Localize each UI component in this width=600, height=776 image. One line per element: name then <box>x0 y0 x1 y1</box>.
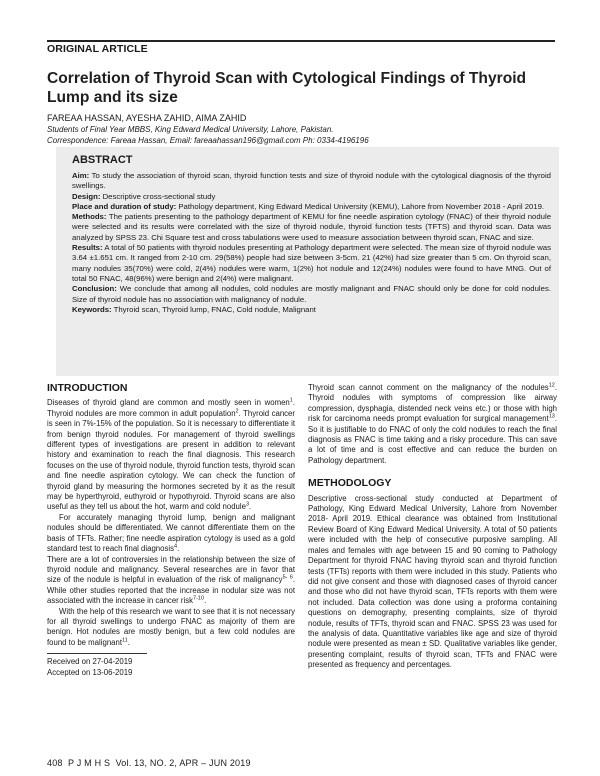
abstract-methods <box>72 212 551 243</box>
conclusion-label: Conclusion: <box>72 284 117 294</box>
introduction-heading: INTRODUCTION <box>47 382 128 394</box>
intro-paragraph-3: There are a lot of controversies in the relationship between the size of thyroid nodule and malignancy. Several researches are in favor that size of the nodule is helpful in evaluation of the risk of malignancy$^{5- 6}$. While other studies reported that the increase in nodular size was not associated with the increase in cancer risk$^{7-10}$. <box>47 554 295 606</box>
design-text: Descriptive cross-sectional study <box>100 191 216 201</box>
methodology-paragraph: Descriptive cross-sectional study conducted at Department of Pathology, King Edward Medical University, Lahore from November 2018- April 2019. Ethical clearance was obtained from Institutional Review Board of King Edward Medical University. A total of 50 patients were included with the help of consecutive purposive sampling. All males and females with age between 15 and 90 coming to Pathology Department for thyroid FNAC having thyroid scan and thyroid function tests (TFTs) reports with them were included in this study. Patients who did not give consent and those with diagnosed cases of thyroid cancer and those who did not have thyroid scan, TFTs reports with them were not included. Data collection was done using a proforma containing questions on demography, presenting complaints, size of thyroid nodule, results of TFTs, thyroid scan and FNAC. SPSS 23 was used for the analysis of data. Quantitative variables like age and size of thyroid nodule were presented as mean ± SD. Qualitative variables like gender, presenting complaint, results of thyroid scan, TFTs and FNAC were presented as frequency and percentages. <box>308 493 557 670</box>
abstract-conclusion <box>72 284 551 305</box>
citation: 1 <box>289 397 293 404</box>
page-number: 408 <box>47 758 63 768</box>
left-column <box>47 383 295 678</box>
conclusion-text: We conclude that among all nodules, cold nodules are mostly malignant and FNAC should only be done for cold nodules. Size of thyroid nodule has no association with malignancy of nodule. <box>72 284 551 304</box>
abstract-place <box>72 202 551 212</box>
journal-issue: Vol. 13, NO. 2, APR – JUN 2019 <box>115 758 251 768</box>
place-label: Place and duration of study: <box>72 201 177 211</box>
accepted-date: Accepted on 13-06-2019 <box>47 668 133 678</box>
place-text: Pathology department, King Edward Medical University (KEMU), Lahore from November 2018 - April 2019. <box>176 201 545 211</box>
design-label: Design: <box>72 191 101 201</box>
affiliation-block <box>47 125 369 146</box>
intro-paragraph-4: With the help of this research we want to see that it is not necessary for all thyroid swellings to undergo FNAC as majority of them are benign. Hot nodules are mostly benign, but a few cold nodules are found to be malignant$^{11}$. <box>47 606 295 647</box>
citation: 3 <box>245 501 250 508</box>
keywords-text: Thyroid scan, Thyroid lump, FNAC, Cold nodule, Malignant <box>111 304 316 314</box>
abstract-box <box>56 147 559 376</box>
aim-text: To study the association of thyroid scan, thyroid function tests and size of thyroid nodule with the cytological diagnosis of the thyroid swellings. <box>72 171 551 191</box>
citation: 12 <box>548 382 555 389</box>
citation: 7-10 <box>193 595 205 602</box>
top-rule <box>47 40 555 42</box>
abstract-aim <box>72 171 551 192</box>
methods-text: The patients presenting to the pathology department of KEMU for fine needle aspiration cytology (FNAC) of their thyroid nodule were selected and its results were correlated with the size of thyroid nodule, thyroid function tests (TFTS) and thyroid scan. Data was analyzed by SPSS 23. Chi Square test and cross tabulations were used to measure association between thyroid scan, FNAC and size. <box>72 212 551 242</box>
intro-continued-paragraph: Thyroid scan cannot comment on the malignancy of the nodules$^{12}$. Thyroid nodules with symptoms of compression like airway compression, dysphagia, distended neck veins etc.) or those with high risk for carcinoma needs prompt evaluation for surgical management$^{13}$. So it is justifiable to do FNAC of only the cold nodules to reach the final diagnosis as FNAC is time taking and a risky procedure. This can save a lot of time and is cost effective and can reduce the burden on Pathology department. <box>308 382 557 465</box>
journal-name: P J M H S <box>68 758 111 768</box>
page-footer <box>47 758 251 768</box>
aim-label: Aim: <box>72 171 90 180</box>
article-title: Correlation of Thyroid Scan with Cytological Findings of Thyroid Lump and its size <box>47 70 527 106</box>
citation: 11 <box>122 637 128 644</box>
correspondence: Correspondence: Fareaa Hassan, Email: fareaahassan196@gmail.com Ph: 0334-4196196 <box>47 135 369 145</box>
right-column <box>308 383 557 671</box>
affiliation: Students of Final Year MBBS, King Edward Medical University, Lahore, Pakistan. <box>47 125 334 134</box>
citation: 5- 6 <box>282 574 293 581</box>
citation: 13 <box>548 413 555 420</box>
intro-paragraph-1: Diseases of thyroid gland are common and mostly seen in women$^1$. Thyroid nodules are more common in adult population$^2$. Thyroid cancer is seen in 7%-15% of the population. So it is necessary to differentiate it from benign thyroid nodules. For management of thyroid swellings different types of investigations are present in addition to relevant history and examination to reach the final diagnosis. This research focuses on the use of thyroid nodule, thyroid function tests, thyroid scan and fine needle aspiration cytology. We can check the function of thyroid gland by measuring the hormones secreted by it as the result may be hyperthyroid, euthyroid or hypothyroid. Thyroid scans are also useful as they tell us about the hot, warm and cold nodule$^3$. <box>47 397 295 512</box>
keywords-label: Keywords: <box>72 304 112 314</box>
citation: 4 <box>174 543 178 550</box>
received-date: Received on 27-04-2019 <box>47 657 133 667</box>
abstract-heading: ABSTRACT <box>72 154 133 166</box>
citation: 2 <box>235 408 239 415</box>
methods-label: Methods: <box>72 212 107 222</box>
footnote-rule <box>47 653 147 654</box>
section-label: ORIGINAL ARTICLE <box>47 43 148 55</box>
author-list: FAREAA HASSAN, AYESHA ZAHID, AIMA ZAHID <box>47 113 247 123</box>
abstract-design <box>72 192 551 202</box>
methodology-heading: METHODOLOGY <box>308 477 392 490</box>
intro-paragraph-2: For accurately managing thyroid lump, benign and malignant nodules should be differentiated. We cannot differentiate them on the basis of TFTs. Rather; fine needle aspiration cytology is used as a gold standard test to reach final diagnosis$^4$. <box>47 512 295 554</box>
abstract-results <box>72 243 551 284</box>
results-text: A total of 50 patients with thyroid nodules presenting at Pathology department were selected. The mean size of thyroid nodule was 3.64 ±1.651 cm. It ranged from 2-10 cm. 29(58%) people had size between 3-5cm. 21 (42%) had size greater than 5 cm. On thyroid scan, many nodules 35(70%) were cold, 2(4%) nodules were warm, 1(2%) hot nodule and 12(24%) nodules were found to have MNG. Out of total 50 FNAC, 48(96%) were benign and 2(4%) were malignant. <box>72 243 551 283</box>
abstract-keywords <box>72 305 551 315</box>
results-label: Results: <box>72 243 103 253</box>
